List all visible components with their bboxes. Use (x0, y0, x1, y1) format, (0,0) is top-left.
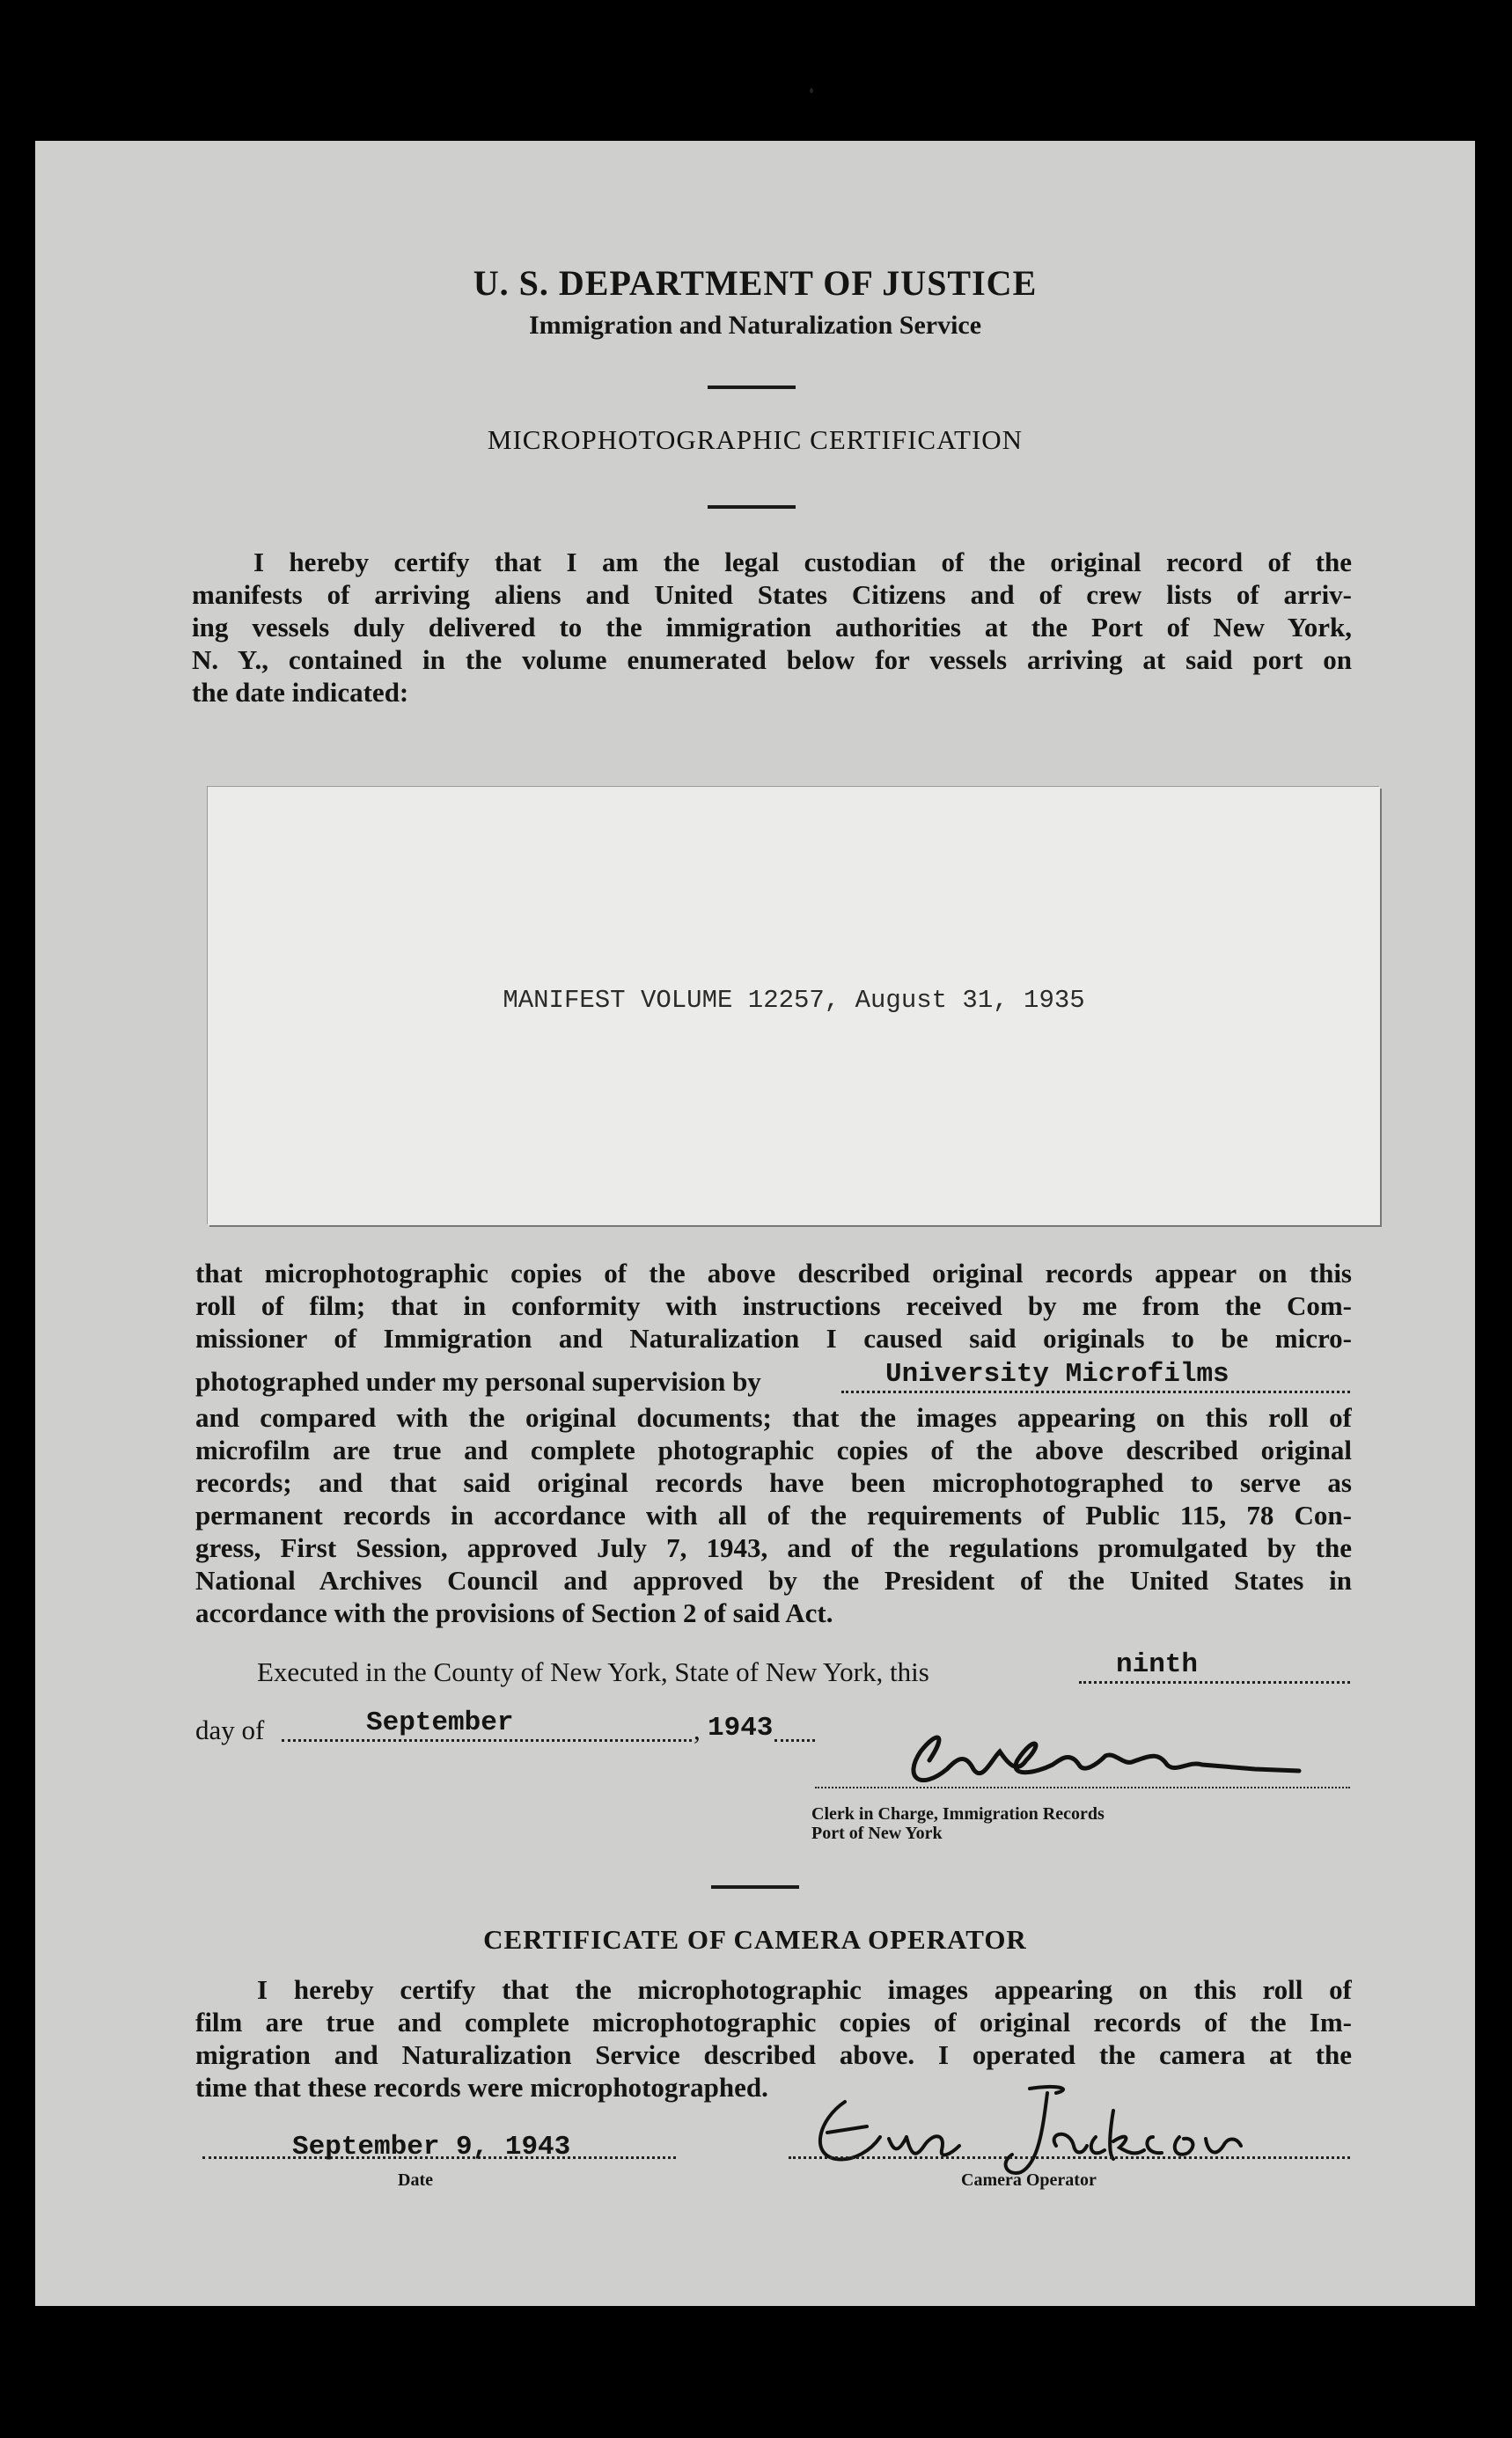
clerk-title: Clerk in Charge, Immigration Records (811, 1804, 1105, 1824)
year-value: 1943 (708, 1713, 774, 1744)
execution-prefix: Executed in the County of New York, State of New York, this (257, 1656, 929, 1687)
film-speck (810, 88, 813, 93)
certificate-page (35, 141, 1475, 2306)
body-line: accordance with the provisions of Section 2 of said Act. (195, 1597, 833, 1628)
intro-line: the date indicated: (192, 677, 409, 708)
camera-line: I hereby certify that the microphotographic images appearing on this roll of (257, 1974, 1352, 2005)
certification-title: MICROPHOTOGRAPHIC CERTIFICATION (487, 424, 1024, 455)
camera-line: migration and Naturalization Service described above. I operated the camera at the (195, 2039, 1352, 2070)
intro-line: N. Y., contained in the volume enumerated below for vessels arriving at said port on (192, 644, 1352, 675)
body-line: and compared with the original documents; that the images appearing on this roll of (195, 1402, 1352, 1433)
supervisor-dotted-line (841, 1391, 1350, 1393)
volume-label: MANIFEST VOLUME 12257, August 31, 1935 (503, 986, 1085, 1015)
body-line: National Archives Council and approved by the President of the United States in (195, 1565, 1352, 1596)
department-heading: U. S. DEPARTMENT OF JUSTICE (473, 263, 1038, 303)
body-line: permanent records in accordance with all of the requirements of Public 115, 78 Con- (195, 1500, 1352, 1531)
operator-dotted-line (789, 2156, 1350, 2159)
month-value: September (366, 1707, 514, 1738)
divider (708, 386, 796, 389)
camera-operator-signature (792, 2084, 1267, 2181)
intro-paragraph (192, 546, 1352, 709)
clerk-port: Port of New York (811, 1824, 943, 1843)
supervision-prefix: photographed under my personal supervision by (195, 1366, 761, 1397)
camera-line: time that these records were microphotographed. (195, 2072, 768, 2103)
day-of-label: day of (195, 1715, 265, 1745)
intro-line: I hereby certify that I am the legal custodian of the original record of the (253, 547, 1352, 577)
clerk-signature-line (815, 1787, 1350, 1788)
body-line: missioner of Immigration and Naturalization I caused said originals to be micro- (195, 1323, 1352, 1354)
body-line: records; and that said original records have been microphotographed to serve as (195, 1467, 1352, 1498)
body-paragraph (195, 1257, 1352, 1355)
intro-line: ing vessels duly delivered to the immigration authorities at the Port of New York, (192, 612, 1352, 643)
body-paragraph-continued (195, 1401, 1352, 1629)
body-line: roll of film; that in conformity with instructions received by me from the Com- (195, 1290, 1352, 1321)
body-line: that microphotographic copies of the above described original records appear on this (195, 1258, 1352, 1289)
service-heading: Immigration and Naturalization Service (528, 311, 982, 340)
day-value: ninth (1116, 1649, 1199, 1680)
camera-line: film are true and complete microphotographic copies of original records of the Im- (195, 2007, 1352, 2038)
year-comma: , (694, 1715, 701, 1745)
month-dotted-line (282, 1739, 692, 1742)
body-line: gress, First Session, approved July 7, 1943, and of the regulations promulgated by the (195, 1532, 1352, 1563)
day-dotted-line (1079, 1681, 1350, 1684)
body-line: microfilm are true and complete photographic copies of the above described original (195, 1435, 1352, 1465)
divider (708, 505, 796, 509)
operator-label: Camera Operator (961, 2170, 1097, 2190)
year-dotted-line (774, 1739, 815, 1742)
divider (711, 1885, 799, 1889)
volume-card (208, 787, 1380, 1225)
supervisor-value: University Microfilms (885, 1359, 1229, 1390)
date-value: September 9, 1943 (292, 2132, 571, 2163)
intro-line: manifests of arriving aliens and United States Citizens and of crew lists of arriv- (192, 579, 1352, 610)
clerk-signature (885, 1725, 1343, 1804)
date-label: Date (398, 2170, 433, 2190)
camera-certificate-title: CERTIFICATE OF CAMERA OPERATOR (483, 1924, 1027, 1955)
